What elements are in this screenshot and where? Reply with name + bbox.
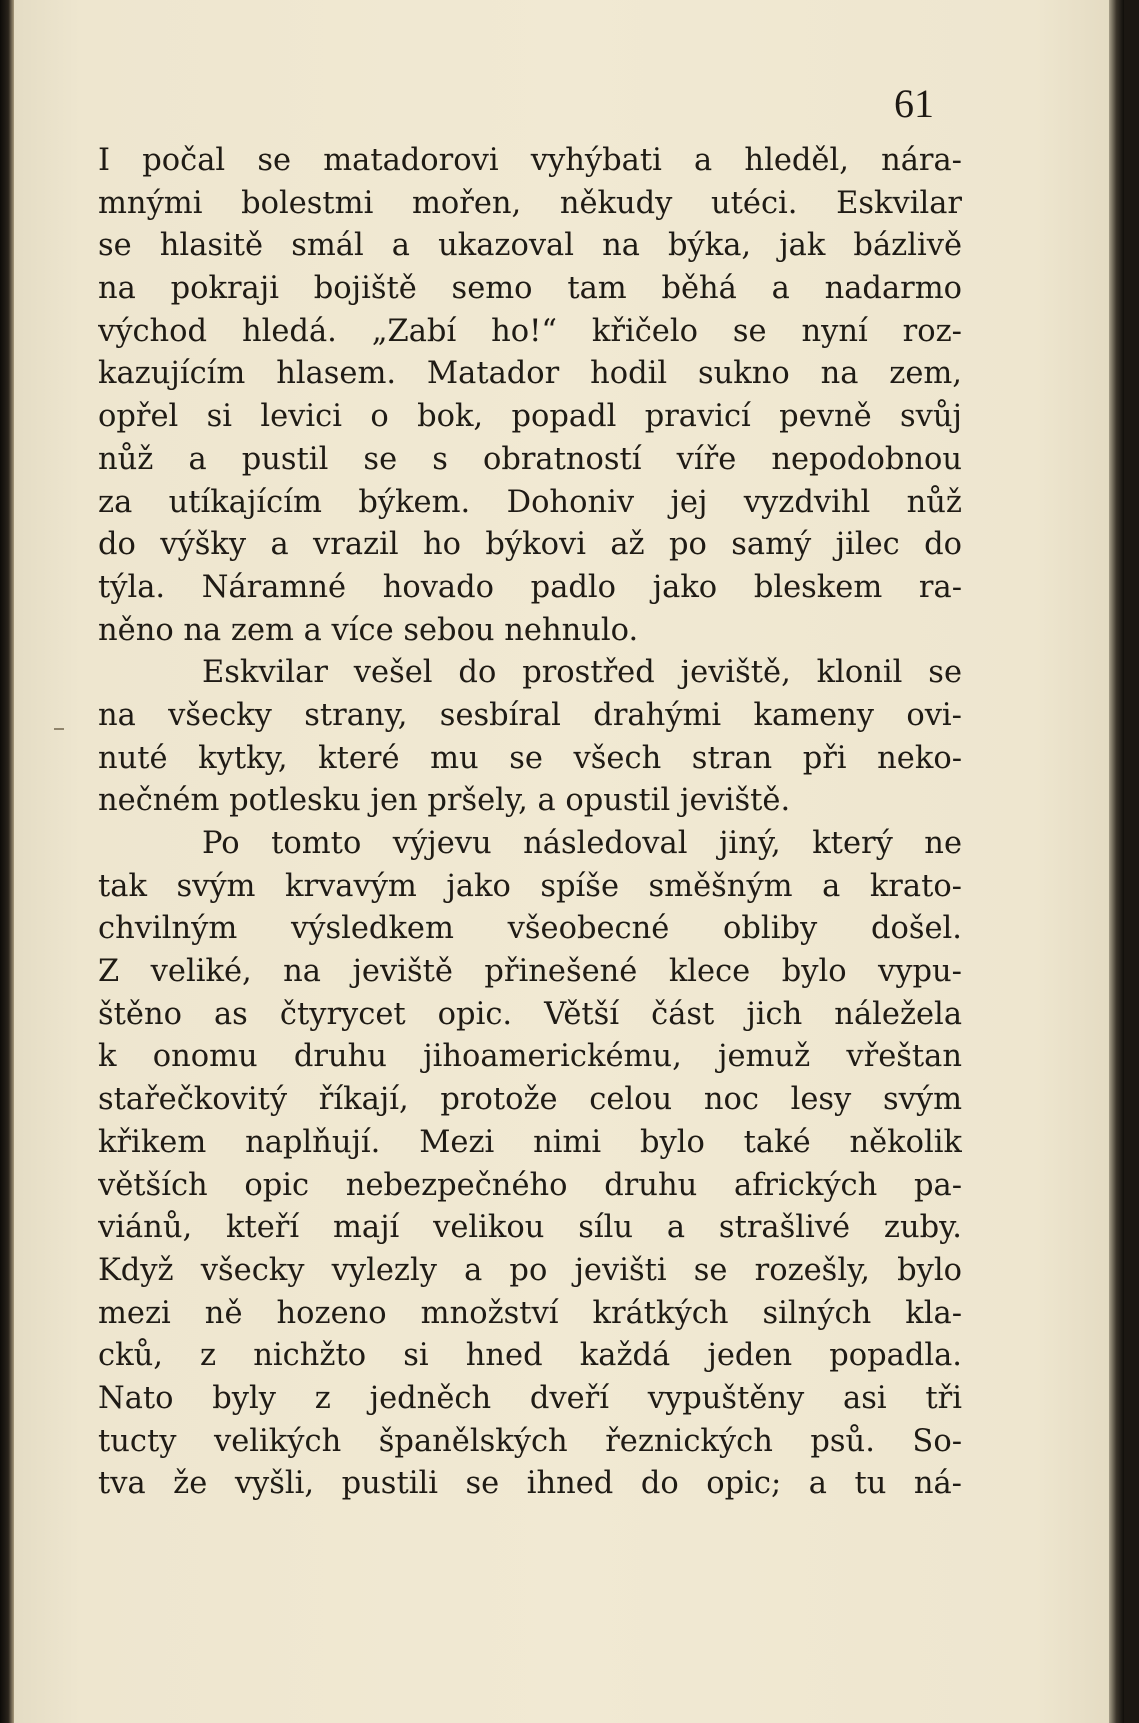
book-spine-shadow — [0, 0, 14, 1723]
text-line: stařečkovitý říkají, protože celou noc lesy svým — [98, 1082, 962, 1118]
text-line: k onomu druhu jihoamerickému, jemuž vřeštan — [98, 1039, 962, 1075]
text-line: mezi ně hozeno množství krátkých silných kla- — [98, 1295, 962, 1331]
text-line: Eskvilar vešel do prostřed jeviště, klonil se — [202, 655, 962, 691]
text-line: týla. Náramné hovado padlo jako bleskem ra- — [98, 569, 962, 605]
text-line: tucty velikých španělských řeznických psů. So- — [98, 1423, 962, 1459]
text-line: nečném potlesku jen pršely, a opustil jeviště. — [98, 783, 791, 819]
text-line: tak svým krvavým jako spíše směšným a krato- — [98, 868, 962, 904]
paragraph-3 — [98, 823, 962, 1506]
text-line: kazujícím hlasem. Matador hodil sukno na zem, — [98, 356, 962, 392]
paragraph-2 — [98, 652, 962, 823]
text-line: do výšky a vrazil ho býkovi až po samý jilec do — [98, 527, 962, 563]
text-line: Z veliké, na jeviště přinešené klece bylo vypu- — [98, 954, 962, 990]
book-page — [14, 0, 1124, 1723]
text-line: Po tomto výjevu následoval jiný, který ne — [202, 826, 962, 861]
text-line: štěno as čtyrycet opic. Větší část jich náležela — [98, 996, 962, 1032]
text-line: nůž a pustil se s obratností víře nepodobnou — [98, 441, 962, 477]
text-line: I počal se matadorovi vyhýbati a hleděl, nára- — [98, 143, 962, 178]
text-line: mnými bolestmi mořen, někudy utéci. Eskvilar — [98, 185, 962, 221]
text-line: za utíkajícím býkem. Dohoniv jej vyzdvihl nůž — [98, 484, 962, 520]
text-line: chvilným výsledkem všeobecné obliby došel. — [98, 911, 962, 947]
text-line: Když všecky vylezly a po jevišti se rozešly, bylo — [98, 1252, 962, 1288]
text-line: nuté kytky, které mu se všech stran při neko- — [98, 740, 962, 776]
text-line: něno na zem a více sebou nehnulo. — [98, 612, 639, 648]
margin-mark — [54, 728, 64, 730]
text-line: viánů, kteří mají velikou sílu a strašlivé zuby. — [98, 1210, 962, 1246]
text-line: východ hledá. „Zabí ho!“ křičelo se nyní roz- — [98, 313, 962, 349]
text-line: se hlasitě smál a ukazoval na býka, jak bázlivě — [98, 228, 962, 264]
text-line: na pokraji bojiště semo tam běhá a nadarmo — [98, 271, 962, 307]
body-text — [98, 140, 962, 1506]
text-line: na všecky strany, sesbíral drahými kameny ovi- — [98, 697, 962, 733]
page-number: 61 — [894, 81, 934, 126]
text-line: tva že vyšli, pustili se ihned do opic; a tu ná- — [98, 1466, 962, 1502]
text-line: Nato byly z jedněch dveří vypuštěny asi tři — [98, 1380, 962, 1416]
text-line: křikem naplňují. Mezi nimi bylo také několik — [98, 1124, 962, 1160]
text-line: cků, z nichžto si hned každá jeden popadla. — [98, 1338, 962, 1374]
paragraph-1 — [98, 140, 962, 652]
text-line: větších opic nebezpečného druhu afrických pa- — [98, 1167, 962, 1203]
text-line: opřel si levici o bok, popadl pravicí pevně svůj — [98, 399, 962, 435]
page-edge-shadow — [1109, 0, 1124, 1723]
